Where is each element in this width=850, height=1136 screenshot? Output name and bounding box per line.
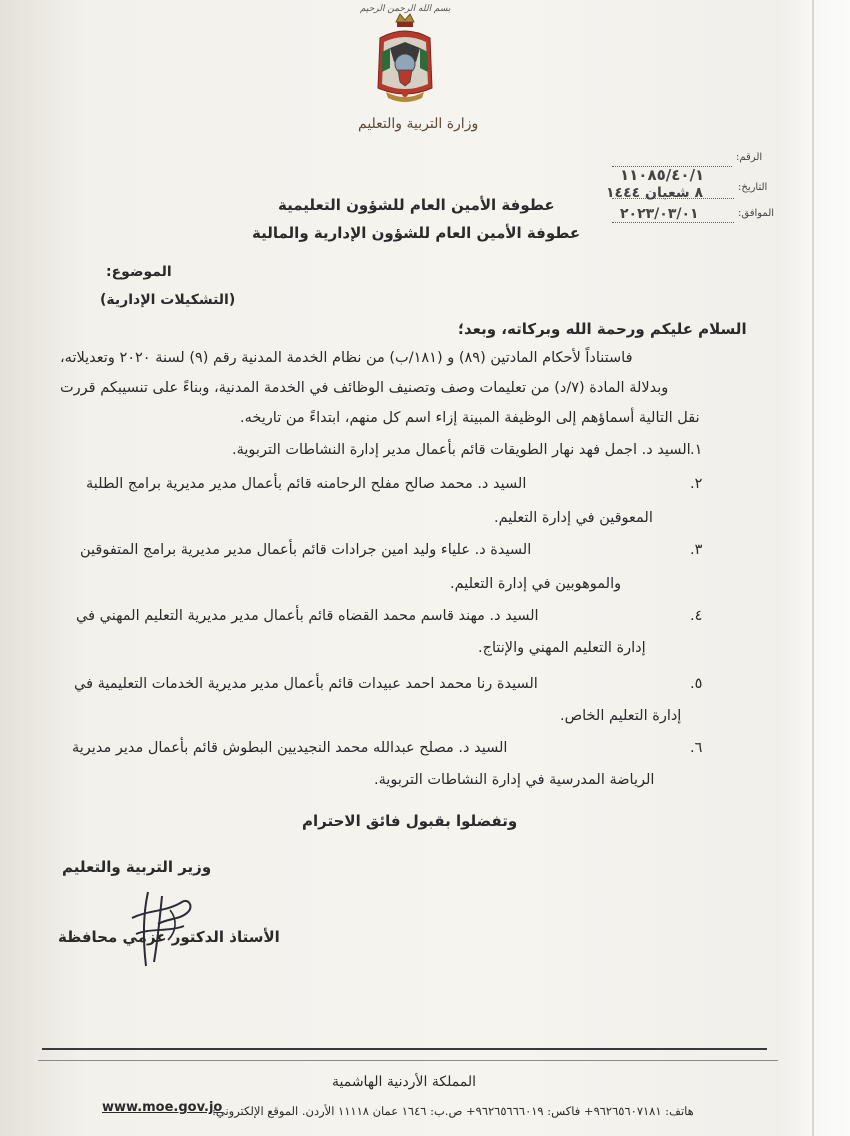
corresponding-dots: [612, 222, 734, 223]
subject-value: (التشكيلات الإدارية): [100, 292, 236, 308]
closing: وتفضلوا بقبول فائق الاحترام: [302, 812, 518, 830]
item-1-line-1: السيد د. اجمل فهد نهار الطويقات قائم بأعمال مدير إدارة النشاطات التربوية.: [232, 442, 691, 458]
item-5-number: ٥.: [690, 676, 703, 692]
addressee-1: عطوفة الأمين العام للشؤون التعليمية: [278, 196, 555, 214]
number-value: ١١٠٨٥/٤٠/١: [620, 166, 705, 184]
item-4-line-2: إدارة التعليم المهني والإنتاج.: [478, 640, 646, 656]
item-6-line-2: الرياضة المدرسية في إدارة النشاطات التربوية.: [374, 772, 655, 788]
item-4-number: ٤.: [690, 608, 703, 624]
signature-title: وزير التربية والتعليم: [62, 858, 212, 876]
ministry-name: وزارة التربية والتعليم: [358, 116, 479, 132]
footer-website-link[interactable]: www.moe.gov.jo: [102, 1100, 223, 1115]
item-3-line-1: السيدة د. علياء وليد امين جرادات قائم بأعمال مدير مديرية برامج المتفوقين: [80, 542, 532, 558]
addressee-2: عطوفة الأمين العام للشؤون الإدارية والمالية: [252, 224, 581, 242]
date-label: التاريخ:: [738, 182, 768, 193]
item-5-line-1: السيدة رنا محمد احمد عبيدات قائم بأعمال مدير مديرية الخدمات التعليمية في: [74, 676, 538, 692]
signature-name: الأستاذ الدكتور عزمي محافظة: [58, 928, 280, 946]
intro-line-2: وبدلالة المادة (٧/د) من تعليمات وصف وتصنيف الوظائف في الخدمة المدنية، وبناءً على تنسيبكم قررت: [60, 380, 669, 396]
item-3-line-2: والموهوبين في إدارة التعليم.: [450, 576, 622, 592]
corresponding-value: ٢٠٢٣/٠٣/٠١: [620, 206, 699, 222]
item-2-number: ٢.: [690, 476, 703, 492]
item-2-line-2: المعوقين في إدارة التعليم.: [494, 510, 653, 526]
item-1-number: ١.: [690, 442, 703, 458]
item-5-line-2: إدارة التعليم الخاص.: [560, 708, 682, 724]
footer-divider: [42, 1048, 767, 1050]
subject-label: الموضوع:: [106, 264, 172, 280]
item-6-line-1: السيد د. مصلح عبدالله محمد النجيديين البطوش قائم بأعمال مدير مديرية: [72, 740, 508, 756]
number-label: الرقم:: [736, 152, 763, 163]
intro-line-3: نقل التالية أسماؤهم إلى الوظيفة المبينة إزاء اسم كل منهم، ابتداءً من تاريخه.: [240, 410, 700, 426]
corresponding-label: الموافق:: [738, 208, 775, 219]
footer-contact: هاتف: ٩٦٢٦٥٦٠٧١٨١+ فاكس: ٩٦٢٦٥٦٦٦٠١٩+ ص.ب: ١٦٤٦ عمان ١١١١٨ الأردن. الموقع الإلكتروني:: [212, 1104, 694, 1118]
intro-line-1: فاستناداً لأحكام المادتين (٨٩) و (١٨١/ب) من نظام الخدمة المدنية رقم (٩) لسنة ٢٠٢٠ وتعديلاته،: [60, 350, 633, 366]
item-6-number: ٦.: [690, 740, 703, 756]
page-edge-line: [812, 0, 814, 1136]
greeting: السلام عليكم ورحمة الله وبركاته، وبعد؛: [458, 320, 747, 338]
item-3-number: ٣.: [690, 542, 703, 558]
item-4-line-1: السيد د. مهند قاسم محمد القضاه قائم بأعمال مدير مديرية التعليم المهني في: [76, 608, 539, 624]
footer-country: المملكة الأردنية الهاشمية: [332, 1074, 477, 1090]
item-2-line-1: السيد د. محمد صالح مفلح الرحامنه قائم بأعمال مدير مديرية برامج الطلبة: [86, 476, 527, 492]
coat-of-arms-icon: [370, 8, 440, 108]
top-script: بسم الله الرحمن الرحيم: [360, 4, 451, 14]
date-value: ٨ شعبان ١٤٤٤: [606, 185, 704, 201]
page-edge-highlight: [780, 0, 850, 1136]
footer-divider-secondary: [38, 1060, 778, 1061]
